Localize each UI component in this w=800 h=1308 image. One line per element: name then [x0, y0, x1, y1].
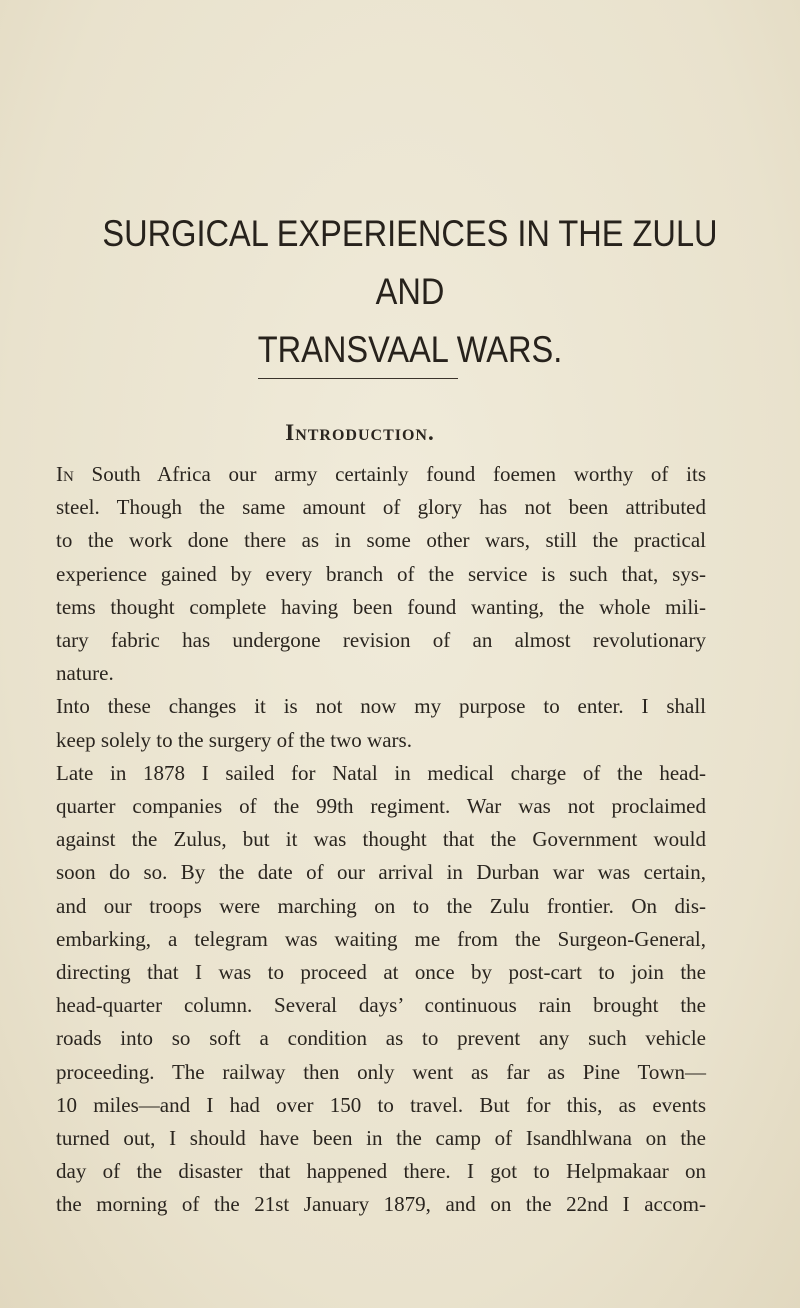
- text-line: tary fabric has undergone revision of an almost revolutionary: [56, 628, 706, 653]
- text-line: directing that I was to proceed at once by post-cart to join the: [56, 960, 706, 985]
- chapter-title: [76, 205, 745, 379]
- paragraph-3: [56, 757, 706, 1222]
- text-line: Into these changes it is not now my purpose to enter. I shall: [56, 694, 706, 719]
- text-line: experience gained by every branch of the service is such that, sys-: [56, 561, 706, 586]
- paragraph-2: [56, 690, 706, 756]
- section-heading: Introduction.: [285, 420, 435, 445]
- text-line: day of the disaster that happened there. I got to Helpmakaar on: [56, 1159, 706, 1184]
- text-line: the morning of the 21st January 1879, and on the 22nd I accom-: [56, 1192, 706, 1217]
- text-line: keep solely to the surgery of the two wars.: [56, 727, 412, 752]
- body-text: [56, 458, 706, 1222]
- text-line: quarter companies of the 99th regiment. War was not proclaimed: [56, 794, 706, 819]
- text-line: to the work done there as in some other wars, still the practical: [56, 528, 706, 553]
- text-line: tems thought complete having been found wanting, the whole mili-: [56, 594, 706, 619]
- text-line: 10 miles—and I had over 150 to travel. But for this, as events: [56, 1092, 706, 1117]
- title-divider: [258, 378, 458, 379]
- drop-lead-word: In: [56, 462, 74, 486]
- text-line: nature.: [56, 661, 114, 686]
- text-line: Late in 1878 I sailed for Natal in medical charge of the head-: [56, 760, 706, 785]
- text-line: and our troops were marching on to the Zulu frontier. On dis-: [56, 893, 706, 918]
- chapter-title-line-1: SURGICAL EXPERIENCES IN THE ZULU AND: [102, 213, 718, 312]
- chapter-title-line-2: TRANSVAAL WARS.: [257, 329, 563, 370]
- text-line: soon do so. By the date of our arrival in Durban war was certain,: [56, 860, 706, 885]
- text-line-content: South Africa our army certainly found foemen worthy of its: [73, 462, 706, 486]
- text-line: against the Zulus, but it was thought that the Government would: [56, 827, 706, 852]
- text-line: roads into so soft a condition as to prevent any such vehicle: [56, 1026, 706, 1051]
- text-line: head-quarter column. Several days’ continuous rain brought the: [56, 993, 706, 1018]
- text-line: embarking, a telegram was waiting me from the Surgeon-General,: [56, 926, 706, 951]
- text-line: turned out, I should have been in the camp of Isandhlwana on the: [56, 1126, 706, 1151]
- paragraph-1: [56, 458, 706, 690]
- text-line: proceeding. The railway then only went as far as Pine Town—: [56, 1059, 706, 1084]
- text-line: steel. Though the same amount of glory has not been attributed: [56, 495, 706, 520]
- text-line: [56, 458, 706, 491]
